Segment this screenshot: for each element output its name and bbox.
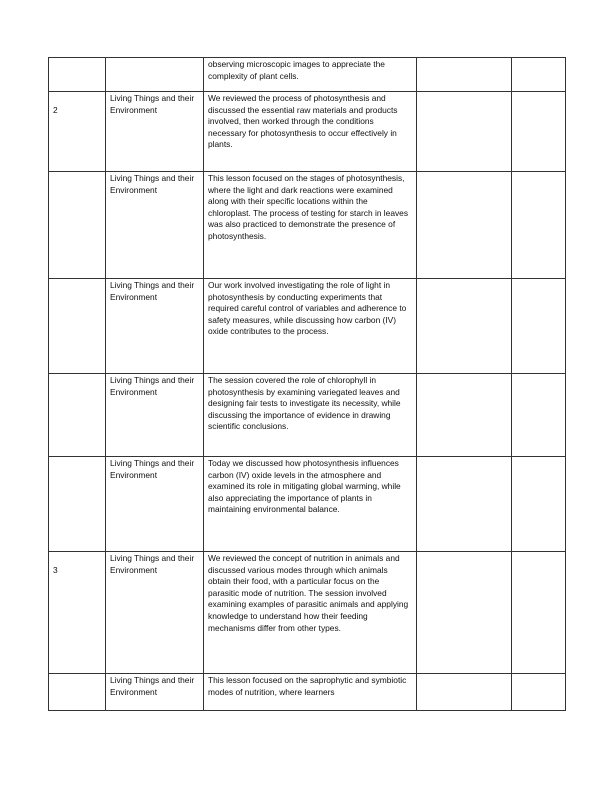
strand-text: Living Things and their Environment <box>110 375 195 397</box>
week-number <box>53 59 101 71</box>
week-number: 3 <box>53 565 58 575</box>
strand-text: Living Things and their Environment <box>110 553 195 575</box>
table-row <box>49 172 566 279</box>
week-cell <box>49 674 106 711</box>
strand-cell <box>106 279 204 374</box>
strand-text: Living Things and their Environment <box>110 93 195 115</box>
table-row <box>49 279 566 374</box>
summary-cell: observing microscopic images to appreciate the complexity of plant cells. <box>204 58 417 92</box>
summary-cell: Today we discussed how photosynthesis influences carbon (IV) oxide levels in the atmosphere and examined its role in mitigating global warming, while also appreciating the importance of plants in maintaining environmental balance. <box>204 457 417 552</box>
empty-cell <box>417 172 512 279</box>
empty-cell <box>417 374 512 457</box>
strand-text: Living Things and their Environment <box>110 675 195 697</box>
week-cell <box>49 374 106 457</box>
empty-cell <box>512 172 566 279</box>
week-cell <box>49 58 106 92</box>
table-row <box>49 552 566 674</box>
empty-cell <box>512 552 566 674</box>
summary-cell: We reviewed the concept of nutrition in animals and discussed various modes through which animals obtain their food, with a particular focus on the parasitic mode of nutrition. The session involved examining examples of parasitic animals and applying knowledge to understand how their feeding mechanisms differ from other types. <box>204 552 417 674</box>
week-cell <box>49 552 106 674</box>
week-number <box>53 280 101 292</box>
summary-cell: Our work involved investigating the role of light in photosynthesis by conducting experiments that required careful control of variables and adherence to safety measures, while discussing how carbon (IV) oxide contributes to the process. <box>204 279 417 374</box>
lesson-record-table <box>48 57 566 711</box>
empty-cell <box>512 457 566 552</box>
week-number <box>53 458 101 470</box>
week-number <box>53 375 101 387</box>
empty-cell <box>417 58 512 92</box>
empty-cell <box>512 58 566 92</box>
summary-cell: This lesson focused on the stages of photosynthesis, where the light and dark reactions were examined along with their specific locations within the chloroplast. The process of testing for starch in leaves was also practiced to demonstrate the presence of photosynthesis. <box>204 172 417 279</box>
week-number <box>53 173 101 185</box>
summary-cell: We reviewed the process of photosynthesis and discussed the essential raw materials and products involved, then worked through the conditions necessary for photosynthesis to occur effectively in plants. <box>204 92 417 172</box>
table-row <box>49 58 566 92</box>
strand-cell <box>106 374 204 457</box>
strand-cell <box>106 457 204 552</box>
empty-cell <box>417 92 512 172</box>
table-row <box>49 457 566 552</box>
strand-text: Living Things and their Environment <box>110 173 195 195</box>
summary-cell: This lesson focused on the saprophytic and symbiotic modes of nutrition, where learners <box>204 674 417 711</box>
summary-cell: The session covered the role of chlorophyll in photosynthesis by examining variegated leaves and designing fair tests to investigate its necessity, while discussing the importance of evidence in drawing scientific conclusions. <box>204 374 417 457</box>
week-cell <box>49 457 106 552</box>
table-row <box>49 674 566 711</box>
strand-text: Living Things and their Environment <box>110 280 195 302</box>
week-cell <box>49 172 106 279</box>
empty-cell <box>417 457 512 552</box>
strand-text: Living Things and their Environment <box>110 458 195 480</box>
week-number: 2 <box>53 105 58 115</box>
table-row <box>49 374 566 457</box>
empty-cell <box>417 279 512 374</box>
empty-cell <box>512 92 566 172</box>
strand-cell <box>106 92 204 172</box>
empty-cell <box>512 279 566 374</box>
empty-cell <box>512 674 566 711</box>
strand-cell <box>106 552 204 674</box>
empty-cell <box>417 674 512 711</box>
week-number <box>53 675 101 687</box>
strand-cell <box>106 172 204 279</box>
strand-cell <box>106 674 204 711</box>
week-cell <box>49 279 106 374</box>
week-cell <box>49 92 106 172</box>
empty-cell <box>417 552 512 674</box>
empty-cell <box>512 374 566 457</box>
table-row <box>49 92 566 172</box>
strand-cell <box>106 58 204 92</box>
